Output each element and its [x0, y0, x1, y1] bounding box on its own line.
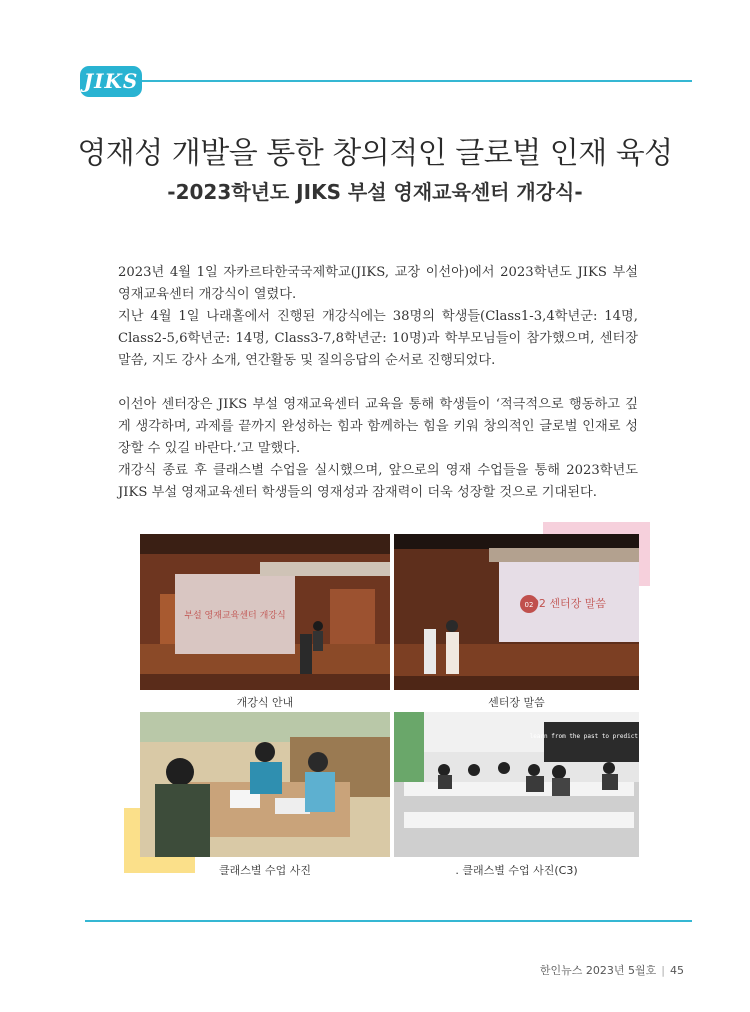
article-title: 영재성 개발을 통한 창의적인 글로벌 인재 육성: [77, 136, 673, 171]
screen-text: 02 센터장 말씀: [531, 597, 607, 610]
header-rule: [135, 80, 692, 82]
page-footer: 한인뉴스 2023년 5월호 | 45: [539, 964, 684, 977]
wall-text: learn from the past to predict the: [529, 733, 653, 740]
photo-class-activity: [140, 712, 390, 857]
photo-director-speech: [394, 534, 639, 690]
screen-text: 부설 영재교육센터 개강식: [184, 611, 286, 621]
caption-director-speech: 센터장 말씀: [488, 696, 545, 709]
caption-opening-ceremony: 개강식 안내: [236, 696, 294, 709]
photo-class-c3: [394, 712, 653, 857]
jiks-logo: JIKS: [80, 66, 142, 97]
publication-name: 한인뉴스 2023년 5월호: [539, 964, 657, 977]
svg-text:02: 02: [524, 601, 534, 609]
caption-class-c3: . 클래스별 수업 사진(C3): [455, 864, 578, 877]
paragraph-3: 이선아 센터장은 JIKS 부설 영재교육센터 교육을 통해 학생들이 ‘적극적으로 행동하고 깊게 생각하며, 과제를 끝까지 완성하는 힘과 함께하는 힘을 키워 창의적인 글로벌 인재로 성장할 수 있길 바란다.’고 말했다.: [118, 397, 638, 456]
paragraph-1: 2023년 4월 1일 자카르타한국국제학교(JIKS, 교장 이선아)에서 2023학년도 JIKS 부설 영재교육센터 개강식이 열렸다.: [118, 265, 638, 302]
footer-rule: [85, 920, 692, 922]
paragraph-4: 개강식 종료 후 클래스별 수업을 실시했으며, 앞으로의 영재 수업들을 통해 2023학년도 JIKS 부설 영재교육센터 학생들의 영재성과 잠재력이 더욱 성장할 것으로 기대된다.: [118, 463, 638, 500]
paragraph-2: 지난 4월 1일 나래홀에서 진행된 개강식에는 38명의 학생들(Class1-3,4학년군: 14명, Class2-5,6학년군: 14명, Class3-7,8학년군: 10명)과 학부모님들이 참가했으며, 센터장 말씀, 지도 강사 소개, 연간활동 및 질의응답의 순서로 진행되었다.: [118, 309, 638, 368]
page-number: 45: [670, 964, 684, 977]
article-subtitle: -2023학년도 JIKS 부설 영재교육센터 개강식-: [167, 180, 583, 204]
caption-class-activity: 클래스별 수업 사진: [218, 864, 311, 877]
article-body: [118, 262, 638, 504]
photo-opening-ceremony: [140, 534, 390, 690]
